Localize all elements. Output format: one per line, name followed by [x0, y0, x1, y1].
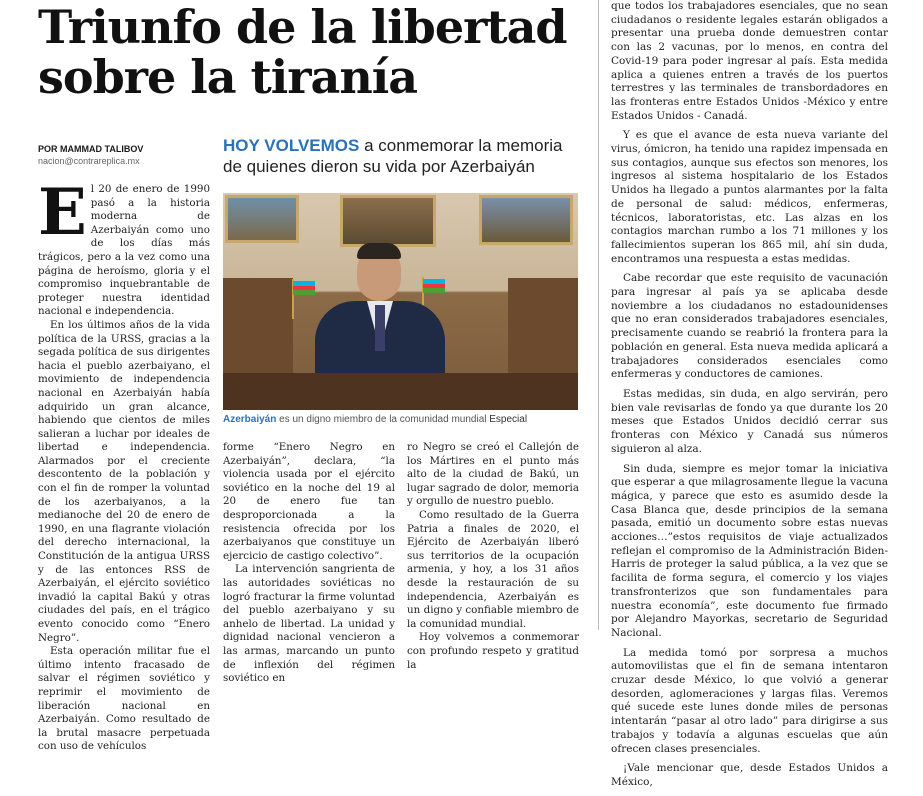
paragraph: Hoy volvemos a conmemorar con profundo respeto y gratitud la — [407, 631, 579, 671]
caption-credit: Especial — [489, 414, 528, 425]
paragraph: En los últimos años de la vida política de la URSS, gracias a la segada política de sus dirigentes hacia el pueblo azerbaiyano, el movimiento de independencia nacional en Azerbaiyán había adquirido un gran alcance, habiendo que cientos de miles salieran a luchar por ideales de libertad e independencia. Alarmados por el creciente descontento de la población y con el fin de romper la voluntad de los azerbaiyanos, a la medianoche del 20 de enero de 1990, en una flagrante violación del derecho internacional, la Constitución de la antigua URSS y de las entonces RSS de Azerbaiyán, el ejército soviético invadió la capital Bakú y otras ciudades del país, en el trágico evento conocido como “Enero Negro”. — [38, 318, 210, 644]
paragraph: que todos los trabajadores esenciales, que no sean ciudadanos o residente legales estarán obligados a presentar una prueba donde demuestren contar con las 2 vacunas, por lo menos, en contra del Covid-19 para poder ingresar al país. Esta medida aplica a quienes entren a través de los puertos terrestres y las terminales de transbordadores en las fronteras entre Estados Unidos -México y entre Estados Unidos - Canadá. — [611, 0, 888, 122]
byline — [38, 143, 218, 167]
caption-text: es un digno miembro de la comunidad mundial — [276, 414, 490, 425]
photo-caption — [223, 413, 583, 426]
article-photo — [223, 193, 578, 410]
article-column-3 — [407, 441, 579, 672]
azerbaijan-flag-icon — [293, 281, 315, 295]
painting-3 — [479, 195, 573, 245]
paragraph: forme “Enero Negro en Azerbaiyán”, declara, “la violencia usada por el ejército soviético en la noche del 19 al 20 de enero fue tan desproporcionada a la resistencia ofrecida por los azerbaiyanos que constituye un ejercicio de castigo colectivo”. — [223, 441, 395, 562]
paragraph: Estas medidas, sin duda, en algo servirán, pero bien vale revisarlas de fondo ya que durante los 20 meses que Estados Unidos decidió cerrar sus fronteras con México y Canadá sus números siguieron al alza. — [611, 387, 888, 455]
deck-lead: HOY VOLVEMOS — [223, 136, 360, 155]
person-figure — [315, 243, 445, 388]
article-column-1 — [38, 175, 210, 754]
paragraph: ro Negro se creó el Callejón de los Mártires en el punto más alto de la ciudad de Bakú, un lugar sagrado de dolor, memoria y orgullo de nuestro pueblo. — [407, 441, 579, 508]
deck — [223, 135, 583, 177]
paragraph: La intervención sangrienta de las autoridades soviéticas no logró fracturar la firme voluntad del pueblo azerbaiyano y su anhelo de libertad. La unidad y dignidad nacional vencieron a las armas, marcando un punto de inflexión del régimen soviético en — [223, 563, 395, 685]
dropcap: E — [38, 175, 87, 250]
paragraph: El 20 de enero de 1990 pasó a la historia moderna de Azerbaiyán como uno de los días más trágicos, pero a la vez como una página de heroísmo, gloria y el compromiso inquebrantable de proteger nuestra identidad nacional e independencia. — [38, 175, 210, 318]
desk — [223, 373, 578, 410]
column-divider — [598, 0, 599, 630]
painting-2 — [340, 195, 436, 247]
headline: Triunfo de la libertad sobre la tiranía — [38, 0, 567, 104]
tie — [375, 305, 385, 351]
deck-text: a conmemorar la memoria de quienes dieron su vida por Azerbaiyán — [223, 136, 563, 176]
hair — [357, 243, 401, 259]
paragraph: Sin duda, siempre es mejor tomar la iniciativa que esperar a que milagrosamente llegue la vacuna mágica, y parece que esto es asumido desde la Casa Blanca que, desde principios de la semana pasada, emitió un documento sobre estas nuevas acciones…”estos requisitos de viaje actualizados reflejan el compromiso de la Administración Biden-Harris de proteger la salud pública, a la vez que se facilita de forma segura, el comercio y los viajes transfronterizos que son fundamentales para nuestra economía”, este documento fue firmado por Alejandro Mayorkas, secretario de Seguridad Nacional. — [611, 462, 888, 639]
paragraph: ¡Vale mencionar que, desde Estados Unidos a México, — [611, 762, 888, 788]
byline-author: POR MAMMAD TALIBOV — [38, 144, 144, 154]
byline-email[interactable]: nacion@contrareplica.mx — [38, 156, 140, 166]
paragraph: Esta operación militar fue el último intento fracasado de salvar el régimen soviético y reprimir el movimiento de liberación nacional en Azerbaiyán. Como resultado de la brutal masacre perpetuada con uso de vehículos — [38, 645, 210, 753]
painting-1 — [225, 195, 299, 243]
article-column-4 — [611, 0, 888, 796]
article-column-2 — [223, 441, 395, 686]
paragraph: Como resultado de la Guerra Patria a finales de 2020, el Ejército de Azerbaiyán liberó sus territorios de la ocupación armenia, y hoy, a los 31 años desde la restauración de su independencia, Azerbaiyán es un digno y confiable miembro de la comunidad mundial. — [407, 508, 579, 630]
paragraph: Y es que el avance de esta nueva variante del virus, ómicron, ha tenido una rapidez impensada en sus contagios, aunque sus efectos son menores, los ingresos al sistema hospitalario de los Estados Unidos ha llegado a puntos alarmantes por la falta de personal de salud: médicos, enfermeras, técnicos, laboratoristas, etc. Las alzas en los contagios marchan rumbo a los 71 millones y los fallecimientos superan los 865 mil, ahí sin duda, encontramos una respuesta a estas medidas. — [611, 129, 888, 265]
paragraph: Cabe recordar que este requisito de vacunación para ingresar al país ya se aplicaba desde noviembre a los ciudadanos no estadounidenses que no eran considerados trabajadores esenciales, precisamente cuando se reabrió la frontera para la población en general. Esta nueva medida aplicará a trabajadores considerados esenciales como enfermeras y conductores de camiones. — [611, 272, 888, 381]
paragraph: La medida tomó por sorpresa a muchos automovilistas que el fin de semana intentaron cruzar desde México, lo que volvió a generar desorden, aglomeraciones y largas filas. Veremos qué sucede este lunes donde miles de personas intentarán “pasar al otro lado” para dirigirse a sus trabajos y todavía a algunas escuelas que aún ofrecen clases presenciales. — [611, 646, 888, 755]
caption-lead: Azerbaiyán — [223, 414, 277, 425]
